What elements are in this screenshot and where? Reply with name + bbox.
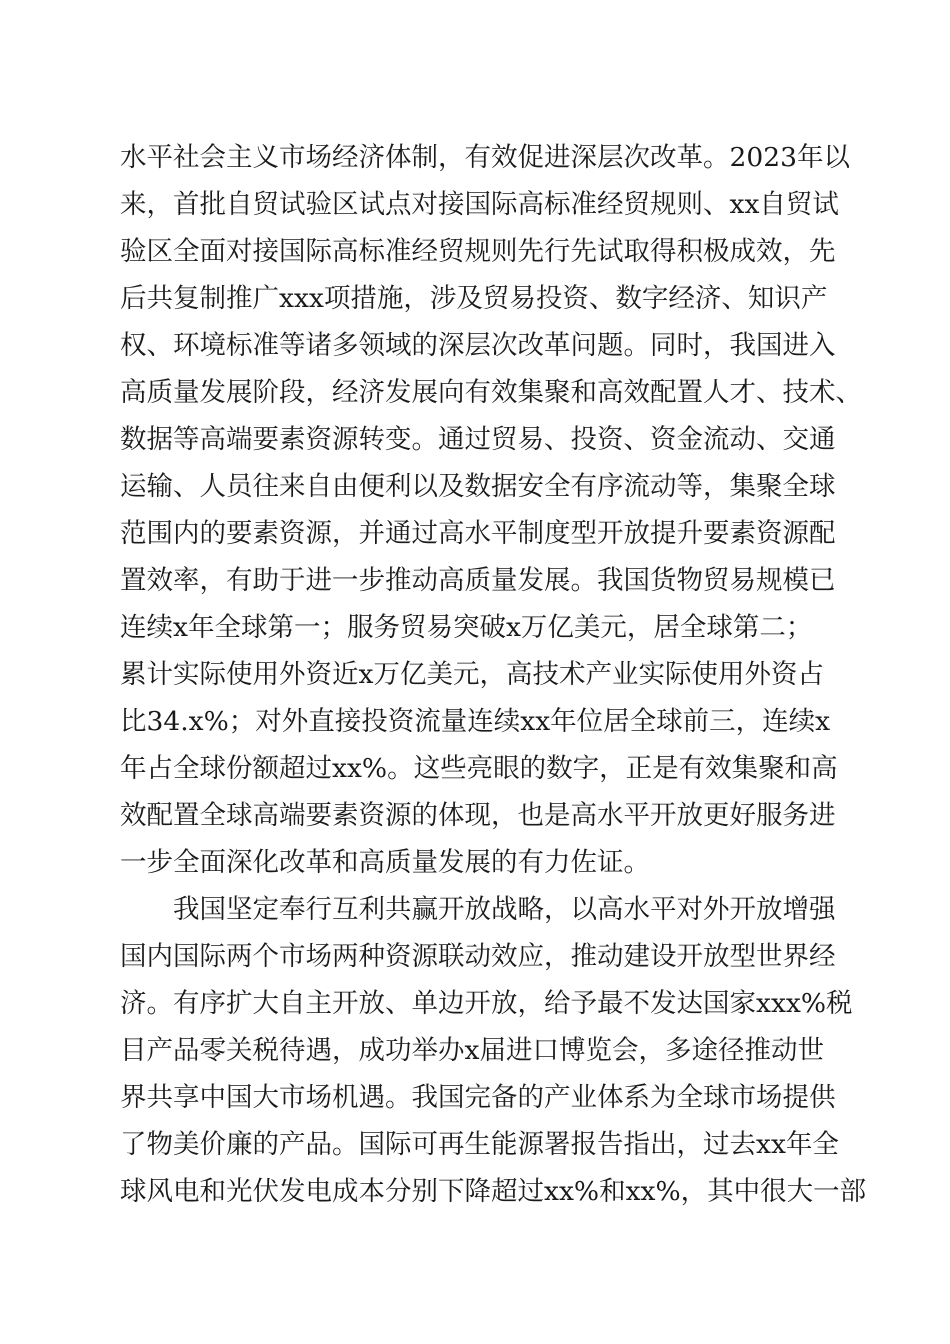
text-line: 置效率，有助于进一步推动高质量发展。我国货物贸易规模已 [120, 565, 836, 596]
text-line: 我国坚定奉行互利共赢开放战略，以高水平对外开放增强 [120, 894, 836, 925]
text-line: 权、环境标准等诸多领域的深层次改革问题。同时，我国进入 [120, 330, 836, 361]
text-line: 国内国际两个市场两种资源联动效应，推动建设开放型世界经 [120, 941, 836, 972]
text-line: 连续x年全球第一；服务贸易突破x万亿美元，居全球第二； [120, 612, 813, 643]
text-line: 比34.x%；对外直接投资流量连续xx年位居全球前三，连续x [120, 706, 831, 737]
text-line: 数据等高端要素资源转变。通过贸易、投资、资金流动、交通 [120, 424, 836, 455]
text-line: 水平社会主义市场经济体制，有效促进深层次改革。2023年以 [120, 142, 850, 173]
text-line: 范围内的要素资源，并通过高水平制度型开放提升要素资源配 [120, 518, 836, 549]
text-line: 了物美价廉的产品。国际可再生能源署报告指出，过去xx年全 [120, 1129, 839, 1160]
text-line: 目产品零关税待遇，成功举办x届进口博览会，多途径推动世 [120, 1035, 824, 1066]
text-line: 高质量发展阶段，经济发展向有效集聚和高效配置人才、技术、 [120, 377, 862, 408]
text-line: 运输、人员往来自由便利以及数据安全有序流动等，集聚全球 [120, 471, 836, 502]
text-line: 界共享中国大市场机遇。我国完备的产业体系为全球市场提供 [120, 1082, 836, 1113]
text-line: 济。有序扩大自主开放、单边开放，给予最不发达国家xxx%税 [120, 988, 853, 1019]
text-line: 后共复制推广xxx项措施，涉及贸易投资、数字经济、知识产 [120, 283, 828, 314]
text-line: 来，首批自贸试验区试点对接国际高标准经贸规则、xx自贸试 [120, 189, 839, 220]
text-line: 验区全面对接国际高标准经贸规则先行先试取得积极成效，先 [120, 236, 836, 267]
text-line: 球风电和光伏发电成本分别下降超过xx%和xx%，其中很大一部 [120, 1176, 867, 1207]
text-line: 一步全面深化改革和高质量发展的有力佐证。 [120, 847, 650, 878]
text-line: 年占全球份额超过xx%。这些亮眼的数字，正是有效集聚和高 [120, 753, 838, 784]
text-line: 效配置全球高端要素资源的体现，也是高水平开放更好服务进 [120, 800, 836, 831]
text-line: 累计实际使用外资近x万亿美元，高技术产业实际使用外资占 [120, 659, 824, 690]
